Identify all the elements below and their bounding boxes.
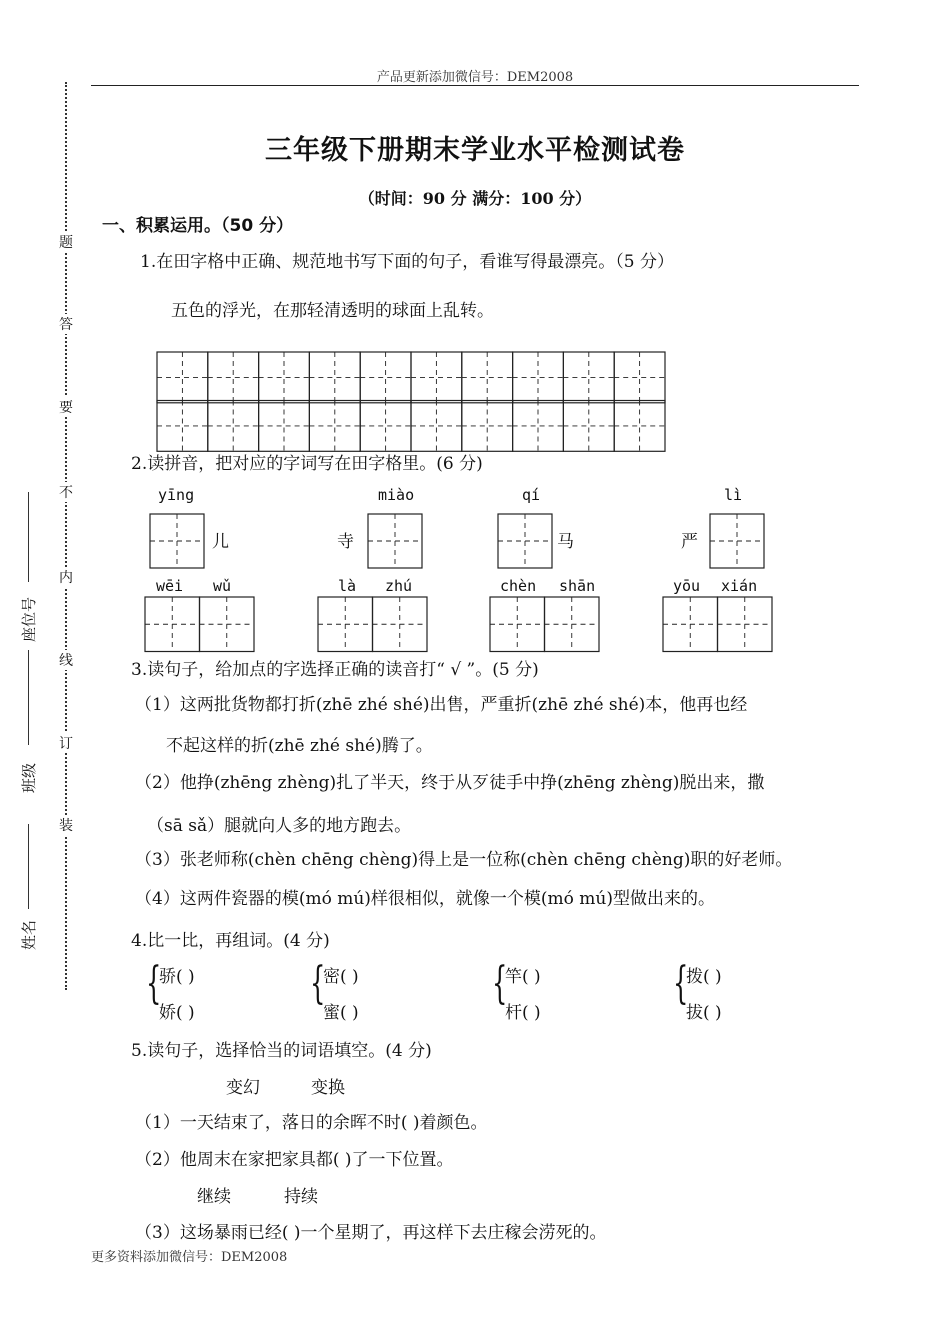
brace-icon: { bbox=[146, 958, 162, 1009]
pinyin: miào bbox=[378, 486, 415, 504]
pinyin: qí bbox=[522, 486, 541, 504]
word-pair-top: 密( ) bbox=[323, 967, 359, 987]
tianzige-cell bbox=[563, 352, 614, 403]
tianzige-cell bbox=[462, 401, 513, 452]
pinyin: xián bbox=[721, 577, 758, 595]
tianzige-cell bbox=[309, 352, 360, 403]
q5-sentence: （3）这场暴雨已经( )一个星期了，再这样下去庄稼会涝死的。 bbox=[135, 1223, 607, 1243]
word-choice: 变换 bbox=[311, 1078, 345, 1098]
header-note: 产品更新添加微信号：DEM2008 bbox=[376, 70, 574, 85]
word-choice: 变幻 bbox=[226, 1078, 260, 1098]
q4-prompt: 4.比一比，再组词。(4 分) bbox=[131, 931, 330, 951]
q1-sentence: 五色的浮光，在那轻清透明的球面上乱转。 bbox=[171, 301, 494, 321]
tianzige-cell bbox=[411, 401, 462, 452]
margin-char: 内 bbox=[58, 567, 74, 587]
tianzige-cell bbox=[563, 401, 614, 452]
margin-char: 不 bbox=[58, 482, 74, 502]
q3-line: （2）他挣(zhēng zhèng)扎了半天，终于从歹徒手中挣(zhēng zhèng)脱出来，撒 bbox=[135, 773, 765, 793]
tianzige-cell bbox=[360, 401, 411, 452]
q3-line: 不起这样的折(zhē zhé shé)腾了。 bbox=[166, 736, 433, 756]
brace-icon: { bbox=[310, 958, 326, 1009]
pinyin: yōu bbox=[673, 577, 701, 595]
q3-line: （sā sǎ）腿就向人多的地方跑去。 bbox=[147, 816, 412, 836]
page-title: 三年级下册期末学业水平检测试卷 bbox=[265, 135, 685, 166]
word-pair-top: 拨( ) bbox=[686, 967, 722, 987]
tianzige-cell bbox=[259, 401, 310, 452]
pinyin: chèn bbox=[500, 577, 537, 595]
word-pair-bottom: 娇( ) bbox=[159, 1003, 195, 1023]
given-char: 寺 bbox=[337, 532, 354, 552]
q3-line: （3）张老师称(chèn chēng chèng)得上是一位称(chèn chēng chèng)职的好老师。 bbox=[135, 850, 793, 870]
q5-prompt: 5.读句子，选择恰当的词语填空。(4 分) bbox=[131, 1041, 432, 1061]
margin-char: 订 bbox=[58, 733, 74, 753]
q5-sentence: （1）一天结束了，落日的余晖不时( )着颜色。 bbox=[135, 1113, 488, 1133]
tianzige-cell bbox=[614, 352, 665, 403]
word-pair-bottom: 蜜( ) bbox=[323, 1003, 359, 1023]
given-char: 严 bbox=[681, 532, 698, 552]
tianzige-cell bbox=[614, 401, 665, 452]
margin-char: 装 bbox=[58, 815, 74, 835]
pinyin: là bbox=[338, 577, 357, 595]
brace-icon: { bbox=[673, 958, 689, 1009]
pinyin: yīng bbox=[158, 486, 195, 504]
tianzige-cell bbox=[157, 352, 208, 403]
q3-prompt: 3.读句子，给加点的字选择正确的读音打“ √ ”。(5 分) bbox=[131, 660, 539, 680]
section-heading: 一、积累运用。（50 分） bbox=[102, 216, 294, 236]
q2-prompt: 2.读拼音，把对应的字词写在田字格里。(6 分) bbox=[131, 454, 483, 474]
q3-line: （4）这两件瓷器的模(mó mú)样很相似，就像一个模(mó mú)型做出来的。 bbox=[135, 889, 715, 909]
tianzige-cell bbox=[411, 352, 462, 403]
q1-prompt: 1.在田字格中正确、规范地书写下面的句子，看谁写得最漂亮。（5 分） bbox=[140, 252, 674, 272]
brace-icon: { bbox=[492, 958, 508, 1009]
word-pair-bottom: 杆( ) bbox=[505, 1003, 541, 1023]
tianzige-cell bbox=[513, 401, 564, 452]
tianzige-cell bbox=[259, 352, 310, 403]
name-label: 姓名 bbox=[20, 919, 38, 950]
word-choice: 继续 bbox=[197, 1187, 231, 1207]
word-pair-bottom: 拔( ) bbox=[686, 1003, 722, 1023]
q3-line: （1）这两批货物都打折(zhē zhé shé)出售，严重折(zhē zhé shé)本，他再也经 bbox=[135, 695, 748, 715]
given-char: 儿 bbox=[212, 532, 229, 552]
margin-char: 答 bbox=[58, 314, 74, 334]
q5-sentence: （2）他周末在家把家具都( )了一下位置。 bbox=[135, 1150, 454, 1170]
tianzige-cell bbox=[462, 352, 513, 403]
pinyin: zhú bbox=[385, 577, 413, 595]
class-label: 班级 bbox=[20, 762, 38, 793]
seat-label: 座位号 bbox=[20, 596, 38, 642]
margin-char: 线 bbox=[58, 650, 74, 670]
tianzige-cell bbox=[309, 401, 360, 452]
word-pair-top: 骄( ) bbox=[159, 967, 195, 987]
given-char: 马 bbox=[557, 532, 574, 552]
tianzige-cell bbox=[513, 352, 564, 403]
tianzige-cell bbox=[208, 352, 259, 403]
pinyin: lì bbox=[724, 486, 743, 504]
tianzige-cell bbox=[360, 352, 411, 403]
footer-note: 更多资料添加微信号：DEM2008 bbox=[91, 1250, 288, 1265]
margin-char: 题 bbox=[58, 232, 74, 252]
margin-char: 要 bbox=[58, 397, 74, 417]
pinyin: shān bbox=[559, 577, 596, 595]
tianzige-cell bbox=[208, 401, 259, 452]
word-pair-top: 竿( ) bbox=[505, 967, 541, 987]
word-choice: 持续 bbox=[284, 1187, 318, 1207]
pinyin: wēi bbox=[156, 577, 184, 595]
tianzige-cell bbox=[157, 401, 208, 452]
exam-time-score: （时间：90 分 满分：100 分） bbox=[358, 189, 592, 208]
pinyin: wǔ bbox=[213, 577, 232, 595]
